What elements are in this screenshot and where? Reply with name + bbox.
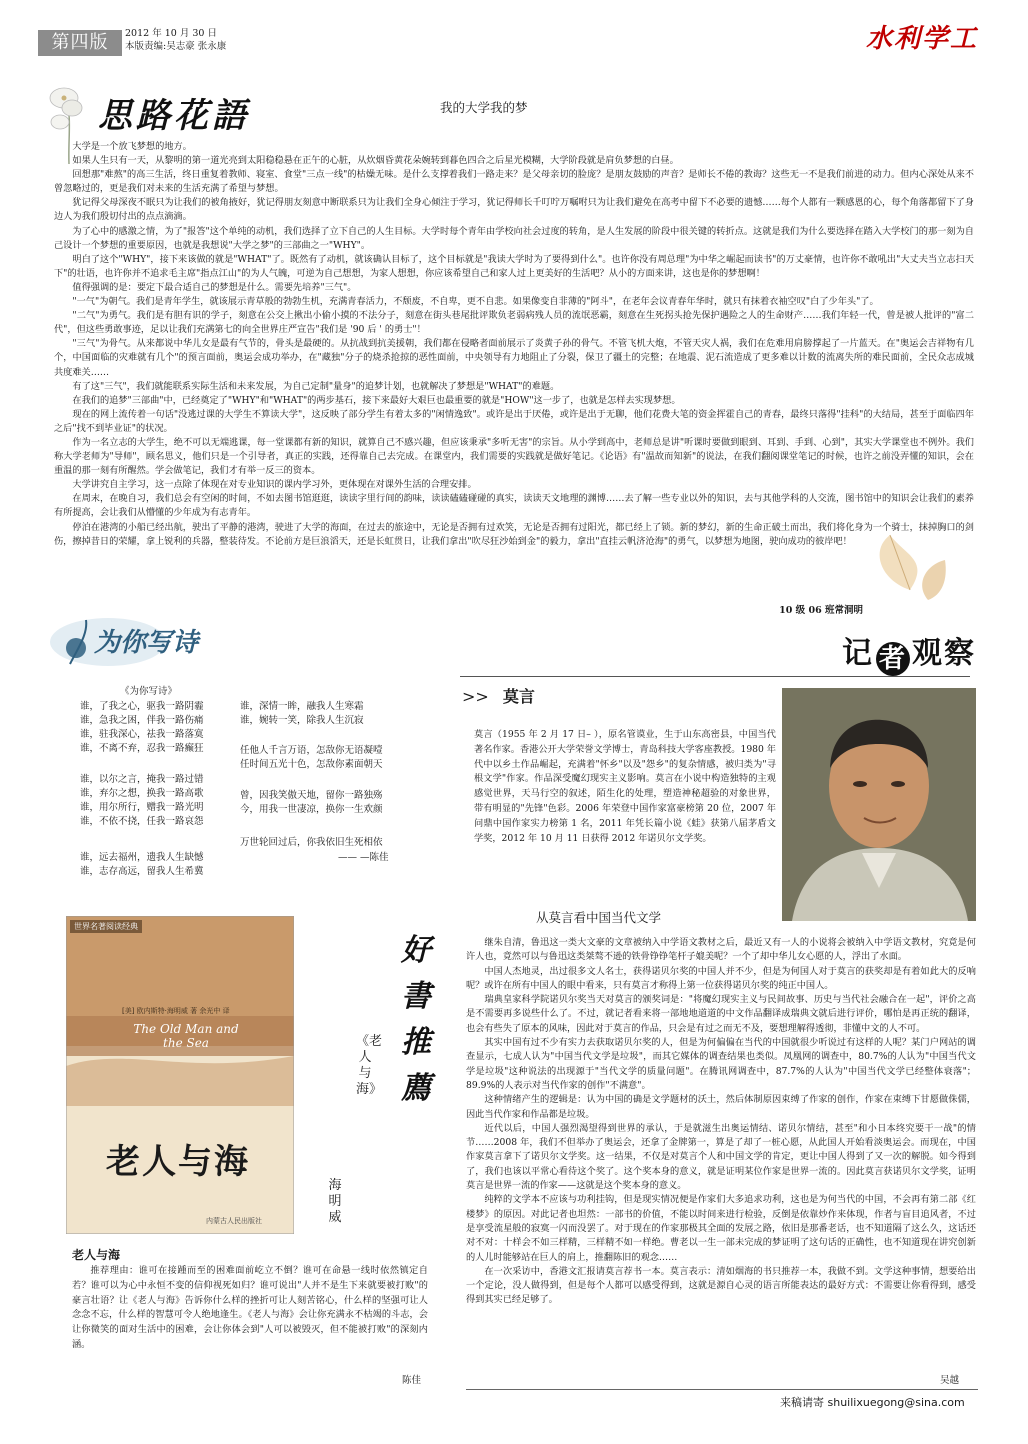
poem-line: 谁，急我之困，伴我一路伤痛 [80, 715, 204, 726]
book-review-text: 推荐理由：谁可在接踵而至的困难面前屹立不倒？谁可在命悬一线时依然镇定自若？谁可以为心中永恒不变的信仰视死如归？谁可说出"人并不是生下来就要被打败"的豪言壮语？让《老人与海》告诉你什么样的挫折可让人刻苦铭心，什么样的坚强可让人念念不忘，什么样的智慧可令人绝地逢生。《老人与海》会让你充满永不枯竭的斗志，会让你微笑的面对生活中的困难，会让你体会到"人可以被毁灭，但不能被打败"的深刻内涵。 [72, 1265, 428, 1350]
book-vertical-title: 《老人与海》 [356, 1034, 383, 1097]
poem-section-banner [48, 608, 198, 672]
newspaper-logo: 水利学工 [865, 24, 978, 54]
subject-bio: 莫言（1955 年 2 月 17 日– ），原名管谟业，生于山东高密县，中国当代著名作家。香港公开大学荣誉文学博士，青岛科技大学客座教授。1980 年代中以乡土作品崛起，充满着"怀乡"以及"怨乡"的复杂情感，被归类为"寻根文学"作家。作品深受魔幻现实主义影响。莫言在小说中构造独特的主观感觉世界，天马行空的叙述，陌生化的处理，塑造神秘超验的对象世界，带有明显的"先锋"色彩。2006 年荣登中国作家富豪榜第 20 位，2007 年问鼎中国作家实力榜第 1 名，2011 年凭长篇小说《蛙》获第八届茅盾文学奖，2012 年 10 月 11 日获得 2012 年诺贝尔文学奖。 [474, 729, 776, 844]
article-paragraph: 中国人杰地灵，出过很多文人名士，获得诺贝尔奖的中国人并不少，但是为何国人对于莫言的获奖却是有着如此大的反响呢？或许在所有中国人的眼中看来，只有莫言才称得上第一位获得诺贝尔奖的纯正中国人。 [466, 965, 976, 991]
poem-line: 今，用我一世凄凉，换你一生欢颜 [240, 804, 383, 815]
essay-paragraph: 在我们的追梦"三部曲"中，已经奠定了"WHY"和"WHAT"的两步基石，接下来最好大艰巨也最重要的就是"HOW"这一步了，也就是怎样去实现梦想。 [72, 394, 681, 406]
article-paragraph: 瑞典皇家科学院诺贝尔奖当天对莫言的颁奖词是："将魔幻现实主义与民间故事、历史与当代社会融合在一起"，评价之高是不需要再多说些什么了。不过，就记者看来将一部地地道道的中文作品翻译成瑞典文就后进行评价，哪怕是再正统的翻译，也会有些失了原本的风味，因此对于莫言的作品，只会是有过之而无不及，要想理解得透彻，非懂中文的人不可。 [466, 994, 976, 1034]
article-paragraph: 继朱自清，鲁迅这一类大文豪的文章被纳入中学语文教材之后，最近又有一人的小说将会被纳入中学语文教材，究竟是何许人也，竟然可以与鲁迅这类桀骜不逊的铁骨铮铮笔杆子媲美呢？一个了却中华儿女心愿的人，浮出了水面。 [466, 937, 976, 963]
poem-section-title: 为你写诗 [94, 628, 199, 658]
essay-paragraph: 大学是一个放飞梦想的地方。 [72, 141, 192, 152]
poem-title: 《为你写诗》 [120, 686, 178, 697]
book-cover-authors: [美] 欧内斯特·海明威 著 余光中 译 [122, 1007, 230, 1015]
page-editors: 本版责编:吴志豪 张永康 [125, 41, 227, 52]
book-cover [66, 916, 294, 1234]
essay-title: 我的大学我的梦 [440, 100, 528, 115]
essay-paragraph: 回想那"难熬"的高三生活，终日重复着教师、寝室、食堂"三点一线"的枯燥无味。是什么支撑着我们一路走来？是父母亲切的脸庞？是朋友鼓励的声音？是师长不倦的教诲？这些无一不是我们前进的动力。但内心深处从来不曾忽略过的，更是我们对未来的生活充满了希望与梦想。 [54, 169, 974, 195]
poem-line: 谁，了我之心，驱我一路阴霾 [80, 701, 204, 712]
essay-paragraph: 值得强调的是：要定下最合适自己的梦想是什么。需要先培养"三气"。 [72, 281, 357, 293]
poem-line: 谁，弃尔之想，换我一路高歌 [80, 788, 204, 799]
poem-line: 谁，婉转一笑，除我人生沉寂 [240, 715, 364, 726]
subject-heading [462, 684, 535, 707]
section-title-thoughts: 思路花語 [98, 96, 250, 136]
portrait-photo [782, 688, 976, 921]
poem-line: 谁，不依不挠，任我一路哀怨 [80, 816, 204, 827]
poem-line: 谁，志存高远，留我人生希冀 [80, 866, 204, 877]
divider [466, 1389, 978, 1390]
reporter-title-char: 者 [876, 642, 910, 676]
essay-body [54, 140, 974, 549]
poem-line: 任他人千言万语，怎敌你无语凝噎 [240, 745, 383, 756]
book-series-label: 世界名著阅读经典 [70, 920, 142, 933]
poem-line: 谁，以尔之言，掩我一路过错 [80, 774, 204, 785]
essay-paragraph: 在周末，在晚自习，我们总会有空闲的时间，不如去图书馆逛逛，读读字里行间的韵味，读读磕磕碰碰的真实，读读天文地理的渊博……去了解一些专业以外的知识，去与其他学科的人交流，图书馆中的知识会让我们的素养有所提高，会让我们从懵懂的少年成为有志青年。 [54, 493, 974, 519]
essay-paragraph: "二气"为勇气。我们是有胆有识的学子，刻意在公交上揪出小偷小摸的不法分子，刻意在街头巷尾批评欺负老弱病残人员的流氓恶霸，刻意在生死拐头抢先保护遇险之人的生命财产……我们年轻一代，曾是被人批评的"富二代"，但这些勇敢事迹，足以让我们充满第七的向全世界庄严宣告"我们是 '90 后 ' 的勇士"！ [54, 310, 974, 336]
reporter-title-char: 观察 [912, 636, 976, 671]
poem-signature: —— —陈佳 [338, 852, 389, 863]
poem-line: 曾，因我笑傲天地，留你一路独殇 [240, 790, 383, 801]
essay-paragraph: "一气"为朝气。我们是青年学生，就该展示青草般的勃勃生机，充满青春活力，不颓废，不自卑，更不自悲。如果像变自非薄的"阿斗"，在老年会议青春年华时，就只有抹着衣袖空叹"白了少年头"了。 [72, 296, 879, 308]
section-title-reporter [842, 628, 976, 676]
essay-paragraph: 有了这"三气"，我们就能联系实际生活和未来发展，为自己定制"量身"的追梦计划，也就解决了梦想是"WHAT"的难题。 [72, 380, 560, 392]
submission-email-link[interactable]: shuilixuegong@sina.com [827, 1396, 965, 1409]
essay-paragraph: 为了心中的感激之情，为了"报答"这个单纯的动机，我们选择了立下自己的人生目标。大学时每个青年由学校向社会过度的转角，是人生发展的阶段中很关键的转折点。这就是我们为什么要选择在踏入大学校门的那一刻为自己设计一个梦想的重要原因，也就是我想说"大学之梦"的三部曲之一"WHY"。 [54, 225, 974, 251]
article-body [466, 936, 976, 1308]
book-cover-english-title: The Old Man and the Sea [133, 1022, 239, 1050]
essay-author: 10 级 06 班常洞明 [779, 605, 863, 616]
book-cover-title: 老人与海 [106, 1142, 250, 1182]
poem-line: 任时间五光十色，怎敌你素面朝天 [240, 759, 383, 770]
poem-line: 谁，深情一眸，融我人生寒霜 [240, 701, 364, 712]
poem-line: 谁，不离不弃，忍我一路癫狂 [80, 743, 204, 754]
essay-paragraph: 停泊在港湾的小船已经出航，驶出了平静的港湾，驶进了大学的海面，在过去的旅途中，无论是否拥有过欢笑，无论是否拥有过阳光，都已经上了锁。新的梦幻，新的生命正破土而出，我们将化身为一个骑士，抹掉胸口的剑伤，擦掉昔日的荣耀，拿上锐利的兵器，整装待发。不论前方是巨浪滔天，还是长虹贯日，让我们拿出"吹尽狂沙始到金"的毅力，拿出"直挂云帆济沧海"的勇气，以梦想为地图，驶向成功的彼岸吧！ [54, 521, 974, 547]
essay-paragraph: 如果人生只有一天，从黎明的第一道光亮到太阳稳稳悬在正午的心脏，从炊烟昏黄花朵婉转到暮色四合之后星光模糊，大学阶段就是肩负梦想的白昼。 [72, 155, 679, 167]
poem-line: 谁，用尔所行，赠我一路光明 [80, 802, 204, 813]
book-review-subtitle: 老人与海 [72, 1248, 121, 1262]
article-paragraph: 其实中国有过不少有实力去获取诺贝尔奖的人，但是为何偏偏在当代的中国就很少听说过有这样的人呢？某门户网站的调查显示，七成人认为"中国当代文学是垃圾"，而其它媒体的调查结果也类似。凤凰网的调查中，80.7%的人认为"中国当代文学是垃圾"这种说法的出现源于"当代文学的质量问题"。在腾讯网调查中，87.7%的人认为"中国当代文学已经整体衰落"；89.9%的人表示对当代作家的创作"不满意"。 [466, 1037, 976, 1091]
article-paragraph: 这种情绪产生的逻辑是：认为中国的确是文学题材的沃土，然后体制原因束缚了作家的创作，作家在束缚下甘愿做侏儒，因此当代作家和作品都是垃圾。 [466, 1094, 976, 1120]
essay-paragraph: 作为一名立志的大学生，绝不可以无端逃课，每一堂课都有新的知识，就算自己不感兴趣，但应该秉承"多听无害"的宗旨。从小学到高中，老师总是讲"听课时要做到眼到、耳到、手到、心到"，其实大学课堂也不例外。我们称大学老师为"导师"，顾名思义，他们只是一个引导者，真正的实践，还得靠自己去完成。在课堂内，我们需要的实践就是做好笔记。《论语》有"温故而知新"的说法，在我们翻阅课堂笔记的时候，也许之前没弄懂的知识，会在重温的那一刻有所醒然。学会做笔记，我们才有举一反三的资本。 [54, 436, 974, 477]
essay-paragraph: 明白了这个"WHY"，接下来该做的就是"WHAT"了。既然有了动机，就该确认目标了，这个目标就是"我读大学时为了要得到什么"。也许你没有周总理"为中华之崛起而读书"的万丈豪情，也许你不敢吼出"大丈夫当立志扫天下"的壮语，也许你并不追求毛主席"指点江山"的为人气魄，可逆为自己想想，为家人想想，你应该希望自己和家人过上更美好的生活吧？从小的方面来讲，这也是你的梦想啊！ [54, 253, 974, 279]
autumn-leaf-decoration-icon [840, 520, 960, 610]
poem-line: 谁，驻我深心，祛我一路落寞 [80, 729, 204, 740]
article-paragraph: 纯粹的文学本不应该与功利挂钩，但是现实情况便是作家们大多追求功利，这也是为何当代的中国，不会再有第二部《红楼梦》的原因。对此记者也坦然：一部书的价值，不能以时间来进行检验，反倒是依靠炒作来体现，作者与盲目追风者，不过是享受流星般的寂寞一闪而没罢了。对于现在的作家那极其全面的发展之路，依旧是那番老话，也不知道隔了这么久，这话还对不对：十样会不如三样精，三样精不如一样绝。曹老以一生一部未完成的梦证明了这句话的正确性，也不知道现在讲究创新的人儿时能够站在巨人的肩上，推翻陈旧的观念…… [466, 1194, 976, 1263]
subject-name: 莫言 [502, 687, 535, 706]
article-paragraph: 在一次采访中，香港文汇报请莫言荐书一本。莫言表示：清如烟海的书只推荐一本，我做不到。文学这种事情，想要给出一个定论，没人做得到，但是每个人都可以感受得到，这就是源自心灵的语言所能表达的最好方式：不需要让你看得到，感受得到其实已经足够了。 [466, 1265, 976, 1306]
submission-label: 来稿请寄 [780, 1396, 824, 1409]
book-cover-art [66, 916, 294, 1234]
issue-date: 2012 年 10 月 30 日 [125, 28, 217, 39]
book-vertical-author: 海明威 [328, 1178, 342, 1225]
essay-paragraph: 犹记得父母深夜不眠只为让我们的被角掖好，犹记得朋友刻意中断联系只为让我们全身心倾注于学习，犹记得师长千叮咛万嘱咐只为让我们避免在高考中留下不必要的遗憾……每个人都有一颗感恩的心，每个角落都留下了身边人为我们殷切付出的点点滴滴。 [54, 197, 974, 223]
poem-line: 谁，远去福州，遗我人生缺憾 [80, 852, 204, 863]
article-title: 从莫言看中国当代文学 [536, 910, 662, 925]
poem-line: 万世轮回过后，你我依旧生死相依 [240, 837, 383, 848]
article-paragraph: 近代以后，中国人强烈渴望得到世界的承认，于是就滋生出奥运情结、诺贝尔情结，甚至"和小日本终究要干一战"的情节……2008 年，我们不但举办了奥运会，还拿了金牌第一，算是了却了一桩心愿，从此国人开始看淡奥运会。而现在，中国作家莫言拿下了诺贝尔文学奖。这一结果，不仅是对莫言个人和中国文学的肯定，更让中国人得到了又一次的解脱。如今得到了，我们也该以平常心看待这个奖了。这个奖本身的意义，就是证明某位作家是世界一流的。因此莫言获诺贝尔文学奖，证明莫言是世界一流的作家——这就是这个奖本身的意义。 [466, 1122, 976, 1192]
article-author: 吴越 [940, 1375, 960, 1386]
essay-paragraph: 现在的网上流传着一句话"没逃过课的大学生不算读大学"，这反映了部分学生有着太多的"闲情逸致"。或许是出于厌倦，或许是出于无聊，他们花费大笔的资金挥霍自己的青春，最终只落得"挂科"的大结局，甚至于面临四年之后"找不到毕业证"的状况。 [54, 408, 974, 434]
section-title-book-recommendation: 好書推薦 [401, 933, 431, 1106]
book-publisher: 内蒙古人民出版社 [206, 1217, 262, 1225]
reporter-title-char: 记 [842, 636, 874, 671]
arrow-marker-icon: >> [462, 687, 489, 706]
essay-paragraph: "三气"为骨气。从来都说中华儿女是最有气节的，骨头是最硬的。从抗战到抗美援朝，我们都在侵略者面前展示了炎黄子孙的骨气。不管飞机大炮，不管天灾人祸，我们在危难用肩膀撑起了一片蓝天。在"奥运会吉祥物有几个，中国面临的灾难就有几个"的预言面前，奥运会成功举办，在"藏独"分子的烧杀抢掠的恶性面前，中央领导有力地阻止了分裂，保卫了疆土的完整；在地震、泥石流造成了更多难以计数的流离失所的难民面前，全民众志成城共度难关…… [54, 338, 974, 378]
submission-footer [780, 1394, 965, 1410]
book-review-author: 陈佳 [402, 1375, 422, 1386]
edition-label: 第四版 [38, 30, 122, 56]
essay-paragraph: 大学讲究自主学习，这一点除了体现在对专业知识的课内学习外，更体现在对课外生活的合理安排。 [72, 479, 477, 491]
divider [460, 676, 970, 677]
